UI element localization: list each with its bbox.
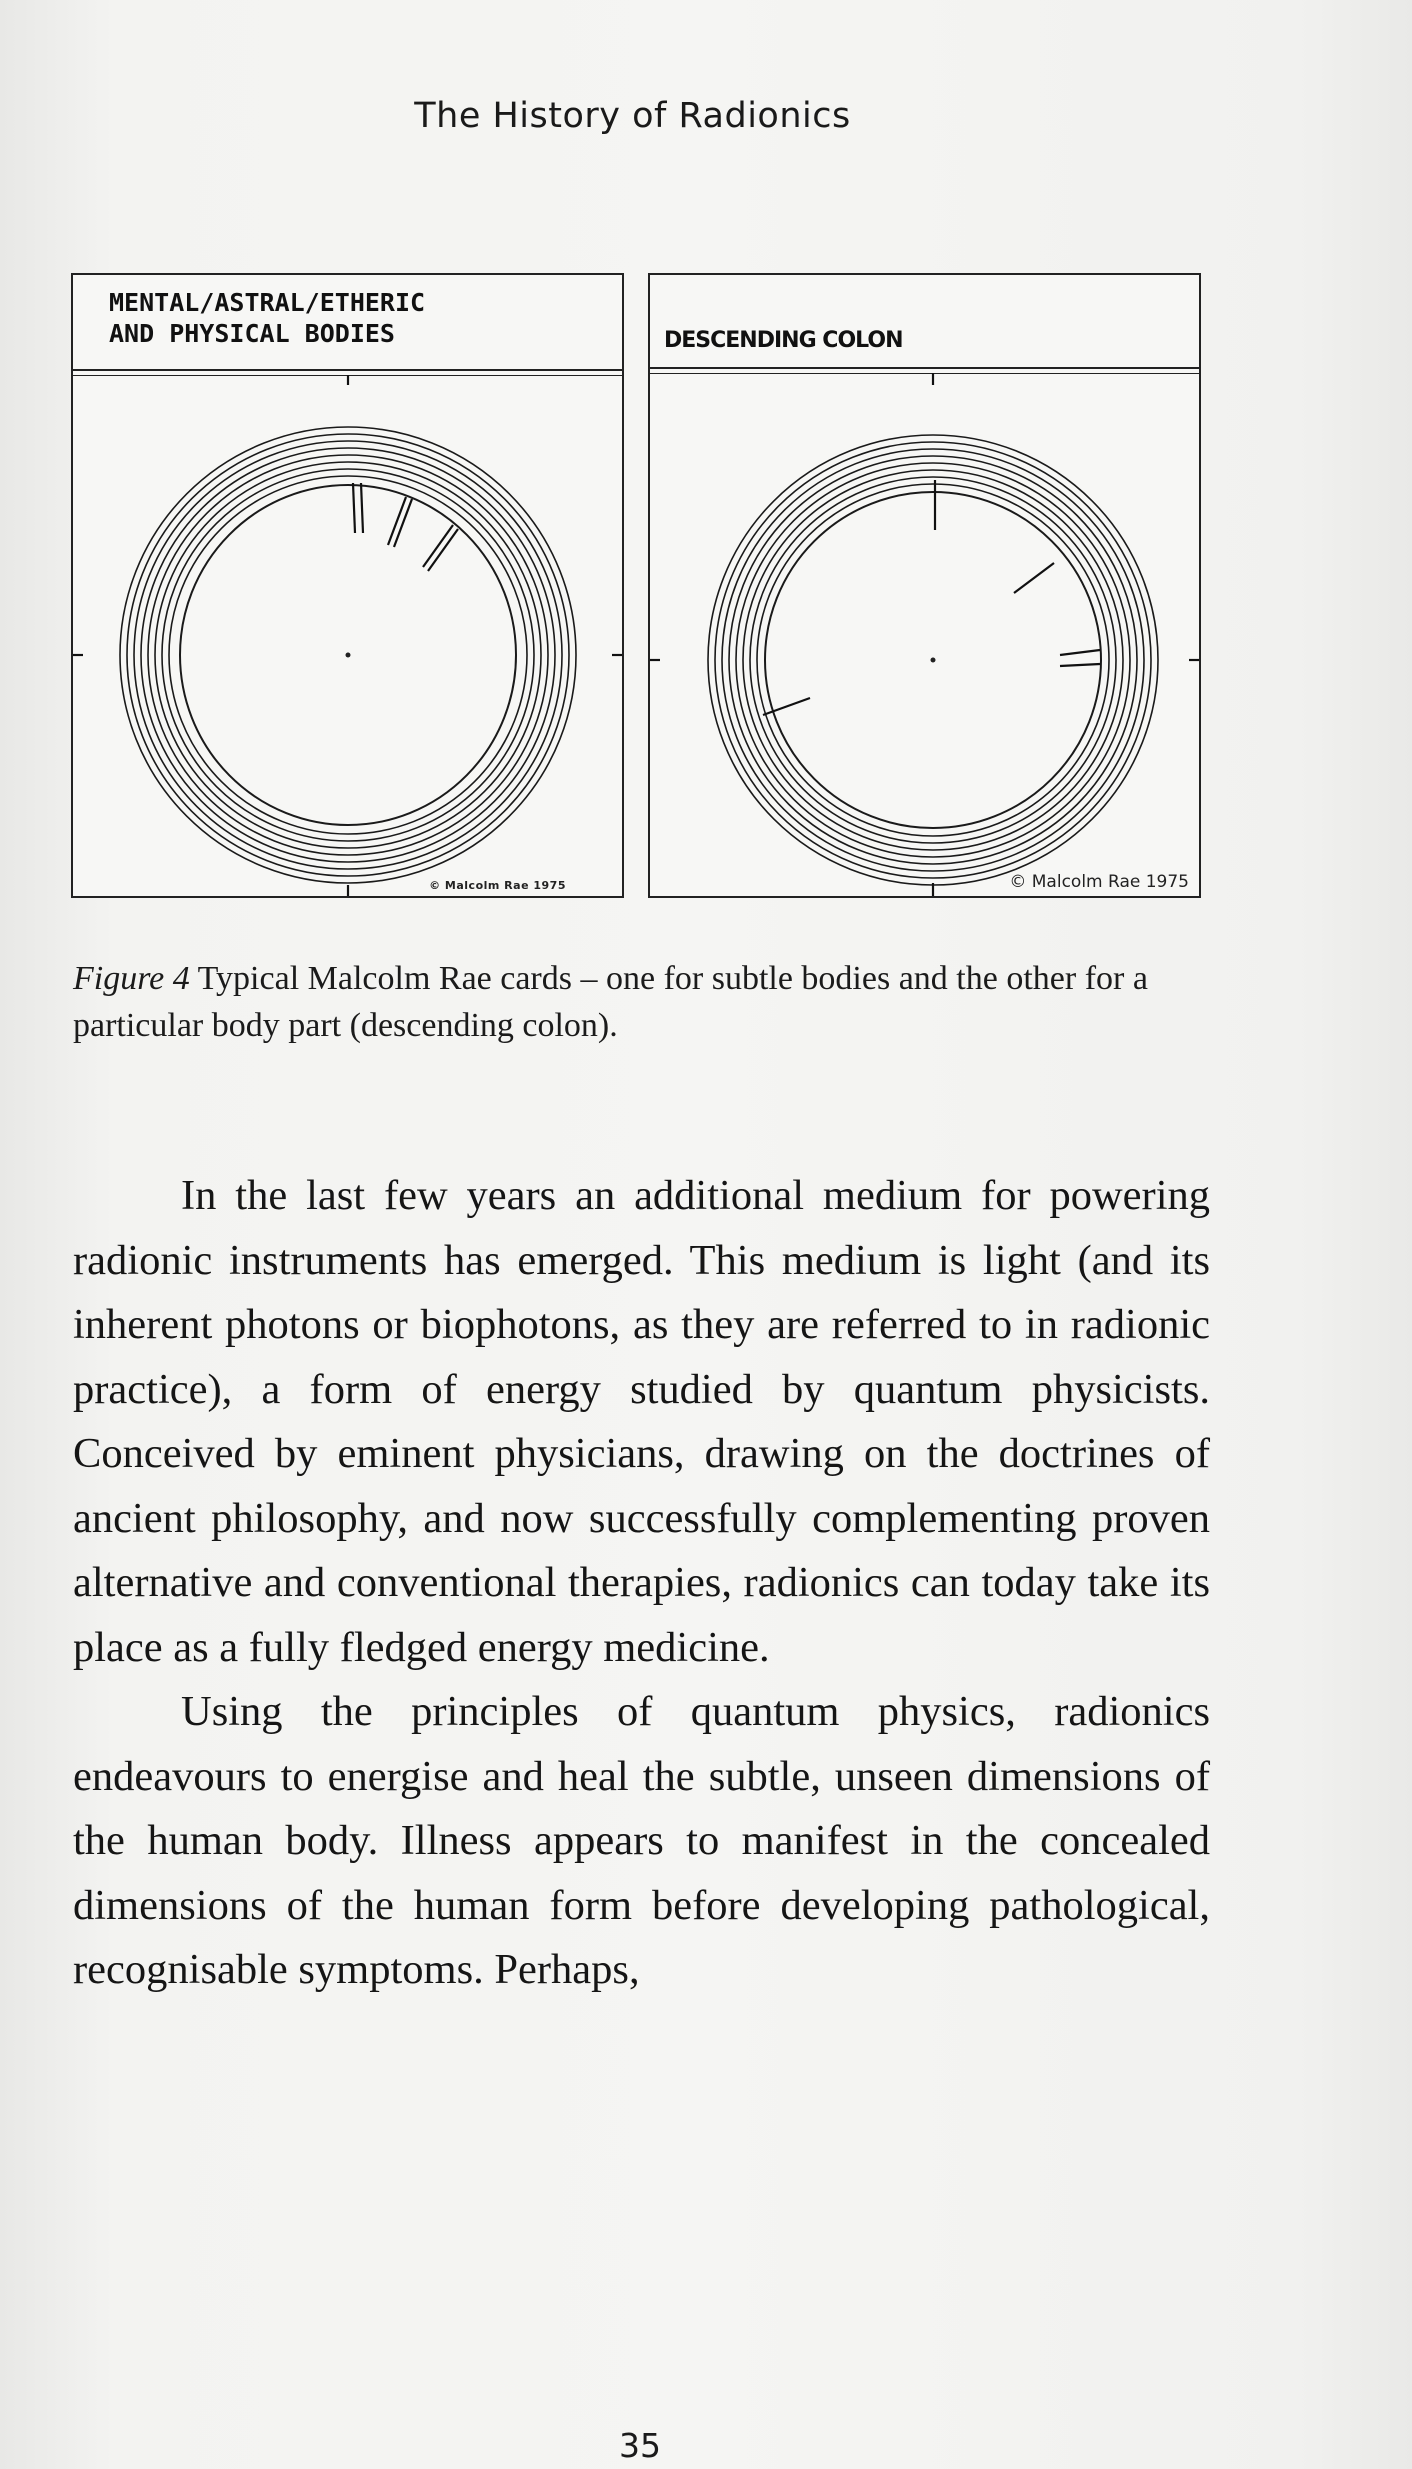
concentric-disc-diagram	[650, 275, 1199, 896]
page-number: 35	[619, 2426, 661, 2465]
concentric-disc-diagram	[73, 275, 622, 896]
body-text	[73, 1164, 1210, 2003]
paragraph: Using the principles of quantum physics, radionics endeavours to energise and heal the subtle, unseen dimensions of the human body. Illness appears to manifest in the concealed dimensions of the human form before developing pathological, recognisable symptoms. Perhaps,	[73, 1688, 1210, 1993]
running-head: The History of Radionics	[414, 96, 851, 136]
card-copyright: © Malcolm Rae 1975	[1009, 872, 1189, 892]
rae-card-descending-colon	[648, 273, 1201, 898]
card-title: DESCENDING COLON	[664, 328, 903, 353]
rae-card-subtle-bodies	[71, 273, 624, 898]
card-copyright: © Malcolm Rae 1975	[429, 879, 566, 892]
figure-caption-text: Typical Malcolm Rae cards – one for subtle bodies and the other for a particular body part (descending colon).	[73, 960, 1148, 1044]
paragraph: In the last few years an additional medium for powering radionic instruments has emerged. This medium is light (and its inherent photons or biophotons, as they are referred to in radionic practice), a form of energy studied by quantum physicists. Conceived by eminent physicians, drawing on the doctrines of ancient philosophy, and now successfully complementing proven alternative and conventional therapies, radionics can today take its place as a fully fledged energy medicine.	[73, 1172, 1210, 1671]
figure-label: Figure 4	[73, 960, 190, 997]
card-title: MENTAL/ASTRAL/ETHERIC AND PHYSICAL BODIES	[109, 288, 426, 348]
figure-caption	[73, 955, 1213, 1049]
